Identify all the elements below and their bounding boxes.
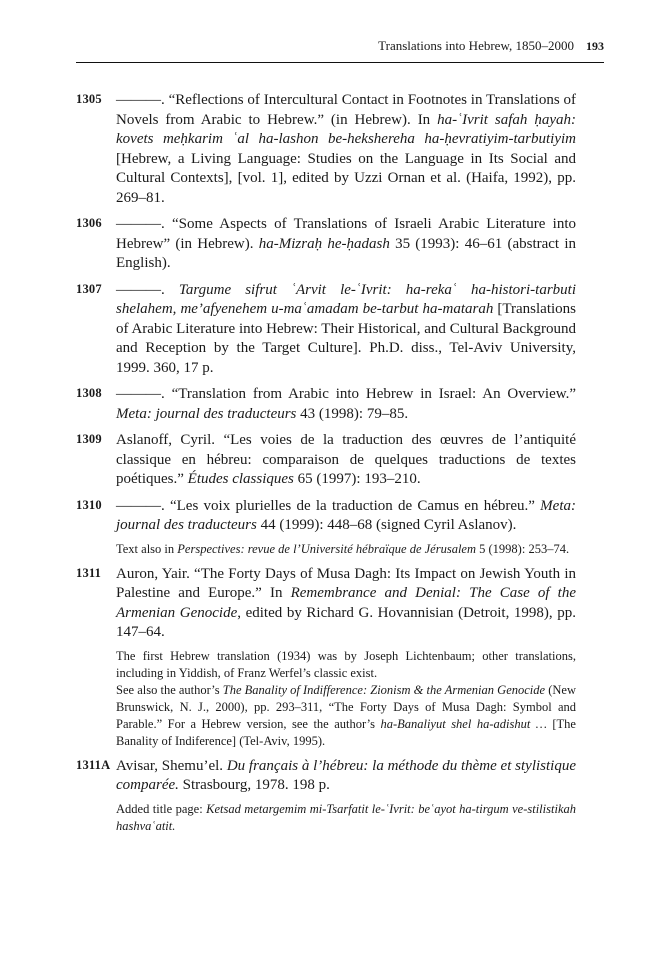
entry-note: See also the author’s The Banality of Indifference: Zionism & the Armenian Genocide (New Brunswick, N. J., 2000), pp. 293–311, “The Forty Days of Musa Dagh: Symbol and Parable.” For a Hebrew version, see the author’s ha-Banaliyut shel ha-adishut … [The Banality of Indiference] (Tel-Aviv, 1995). [116, 682, 576, 748]
italic-title: Ketsad metargemim mi-Tsarfatit le-ʿIvrit: beʿayot ha-tirgum ve-stilistikah hashvaʿatit. [116, 801, 576, 833]
entry-number: 1308 [76, 386, 102, 400]
italic-title: Targume sifrut ʿArvit le-ʿIvrit: ha-rekaʿ ha-histori-tarbuti shelahem, me’afyenehem u-maʿamadam be-tarbut ha-matarah [116, 281, 576, 317]
running-head [76, 38, 604, 54]
entry-citation: ———. Targume sifrut ʿArvit le-ʿIvrit: ha-rekaʿ ha-histori-tarbuti shelahem, me’afyenehem u-maʿamadam be-tarbut ha-matarah [Translations of Arabic Literature into Hebrew: Their Historical, and Cultural Background and Reception by the Target Culture]. Ph.D. diss., Tel-Aviv University, 1999. 360, 17 p. [116, 281, 576, 376]
entry-number: 1310 [76, 497, 102, 512]
entry-note: Text also in Perspectives: revue de l’Université hébraïque de Jérusalem 5 (1998): 253–74. [116, 541, 570, 556]
entry-number: 1306 [76, 216, 102, 230]
running-head-title: Translations into Hebrew, 1850–2000 [378, 38, 574, 53]
bibliography-entry [76, 431, 576, 490]
entry-number: 1309 [76, 432, 102, 446]
italic-title: Du français à l’hébreu: la méthode du thème et stylistique comparée. [116, 757, 576, 793]
entry-citation: ———. “Translation from Arabic into Hebrew in Israel: An Overview.” Meta: journal des traducteurs 43 (1998): 79–85. [116, 386, 576, 422]
bibliography-entry [76, 757, 576, 835]
bibliography-entry [76, 281, 576, 379]
entry-citation: Aslanoff, Cyril. “Les voies de la traduction des œuvres de l’antiquité classique en hébreu: comparaison de quelques traductions de textes poétiques.” Études classiques 65 (1997): 193–210. [116, 432, 576, 487]
entry-citation: ———. “Some Aspects of Translations of Israeli Arabic Literature into Hebrew” (in Hebrew). ha-Mizraḥ he-ḥadash 35 (1993): 46–61 (abstract in English). [116, 216, 576, 271]
italic-title: The Banality of Indifference: Zionism & the Armenian Genocide [222, 682, 546, 697]
bibliography-list [76, 91, 576, 842]
entry-number: 1305 [76, 92, 102, 106]
italic-title: ha-Banaliyut shel ha-adishut … [380, 716, 547, 731]
bibliography-entry [76, 565, 576, 750]
entry-citation: ———. “Les voix plurielles de la traduction de Camus en hébreu.” Meta: journal des traducteurs 44 (1999): 448–68 (signed Cyril Aslanov). [116, 497, 576, 533]
bibliography-entry [76, 91, 576, 208]
italic-title: Remembrance and Denial: The Case of the Armenian Genocide [116, 585, 577, 621]
bibliography-entry [76, 215, 576, 274]
entry-citation: ———. “Reflections of Intercultural Contact in Footnotes in Translations of Novels from Arabic to Hebrew.” (in Hebrew). In ha-ʿIvrit safah ḥayah: kovets meḥkarim ʿal ha-lashon be-hekshereha ha-ḥevratiyim-tarbutiyim [Hebrew, a Living Language: Studies on the Language in Its Social and Cultural Contexts], [vol. 1], edited by Uzzi Ornan et al. (Haifa, 1992), pp. 269–81. [116, 92, 576, 206]
entry-note: The first Hebrew translation (1934) was by Joseph Lichtenbaum; other translations, including in Yiddish, of Franz Werfel’s classic exist. [116, 648, 576, 680]
entry-number: 1311 [76, 565, 102, 580]
italic-title: Perspectives: revue de l’Université hébraïque de Jérusalem [177, 541, 477, 556]
entry-number: 1307 [76, 281, 102, 296]
entry-number: 1311A [76, 757, 111, 772]
bibliography-entry [76, 497, 576, 558]
header-rule [76, 62, 604, 63]
italic-title: Études classiques [187, 471, 294, 487]
entry-citation: Auron, Yair. “The Forty Days of Musa Dagh: Its Impact on Jewish Youth in Palestine and Europe.” In Remembrance and Denial: The Case of the Armenian Genocide, edited by Richard G. Hovannisian (Detroit, 1998), pp. 147–64. [116, 565, 577, 640]
italic-title: ha-ʿIvrit safah ḥayah: kovets meḥkarim ʿal ha-lashon be-hekshereha ha-ḥevratiyim-tarbutiyim [116, 111, 576, 147]
bibliography-entry [76, 385, 576, 424]
italic-title: Meta: journal des traducteurs [116, 405, 297, 422]
page-number: 193 [586, 39, 604, 53]
entry-citation: Avisar, Shemu’el. Du français à l’hébreu: la méthode du thème et stylistique comparée. Strasbourg, 1978. 198 p. [116, 757, 576, 793]
italic-title: ha-Mizraḥ he-ḥadash [258, 235, 390, 252]
italic-title: Meta: journal des traducteurs [116, 497, 576, 533]
entry-note: Added title page: Ketsad metargemim mi-Tsarfatit le-ʿIvrit: beʿayot ha-tirgum ve-stilistikah hashvaʿatit. [116, 801, 576, 833]
